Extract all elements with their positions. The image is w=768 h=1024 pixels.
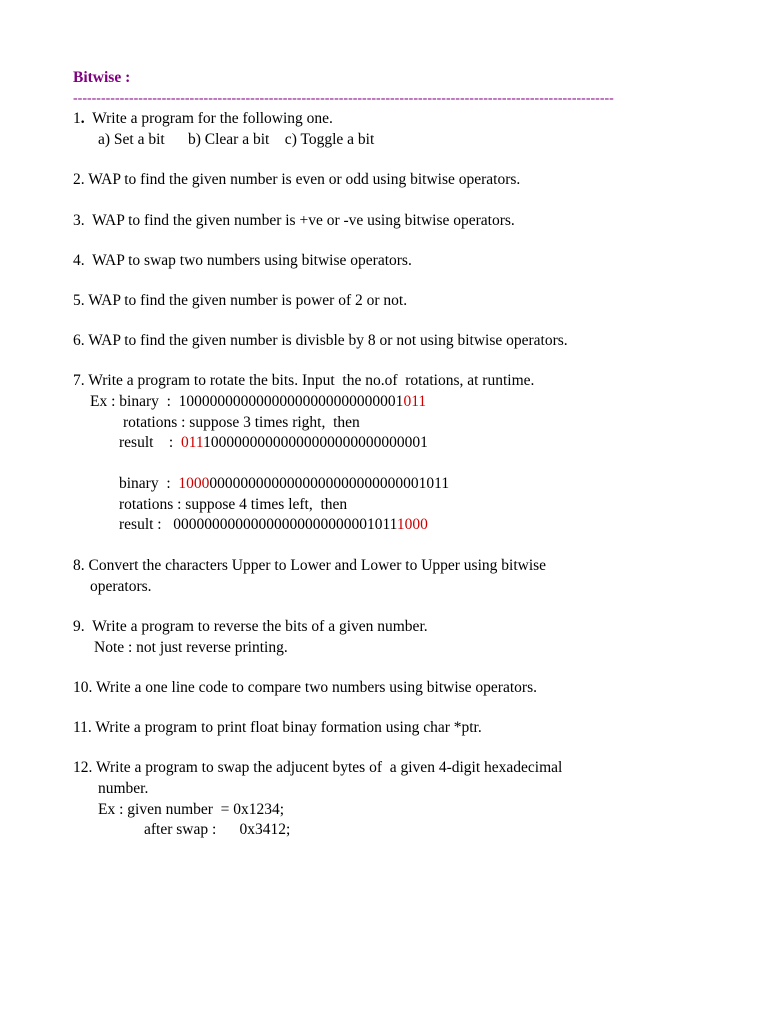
q7-ex2-binary-label: binary : — [119, 475, 179, 492]
q7-example-2-result — [119, 515, 428, 535]
q7-ex1-binary-value: Ex : binary : 10000000000000000000000000001 — [90, 393, 404, 410]
section-divider: -------------------------------------------------------------------------------------------------------------------- — [73, 91, 614, 106]
q7-example-2-binary — [119, 474, 449, 494]
q7-ex2-highlight: 1000 — [178, 475, 210, 492]
question-7: 7. Write a program to rotate the bits. Input the no.of rotations, at runtime. — [73, 372, 535, 389]
q7-example-2-rotations: rotations : suppose 4 times left, then — [119, 496, 348, 513]
q7-example-1-rotations: rotations : suppose 3 times right, then — [123, 414, 360, 431]
question-12-example: Ex : given number = 0x1234; — [98, 801, 285, 818]
question-9-note: Note : not just reverse printing. — [94, 639, 288, 656]
question-5: 5. WAP to find the given number is power of 2 or not. — [73, 292, 408, 309]
section-title: Bitwise : — [73, 69, 131, 86]
q7-ex1-highlight: 011 — [403, 393, 427, 410]
question-4: 4. WAP to swap two numbers using bitwise operators. — [73, 252, 412, 269]
question-3: 3. WAP to find the given number is +ve or -ve using bitwise operators. — [73, 212, 515, 229]
question-1-options: a) Set a bit b) Clear a bit c) Toggle a bit — [98, 131, 375, 148]
question-1 — [73, 109, 333, 129]
question-12-line-2: number. — [98, 780, 149, 797]
question-1-dot: . — [80, 110, 85, 127]
q7-ex2-binary-rest: 0000000000000000000000000001011 — [209, 475, 450, 492]
question-2: 2. WAP to find the given number is even or odd using bitwise operators. — [73, 171, 521, 188]
q7-example-1-result — [119, 433, 428, 453]
question-12-after-swap: after swap : 0x3412; — [144, 821, 291, 838]
question-11: 11. Write a program to print float binay formation using char *ptr. — [73, 719, 482, 736]
q7-ex1-result-rest: 10000000000000000000000000001 — [203, 434, 428, 451]
q7-example-1-binary — [90, 392, 426, 412]
question-8-line-1: 8. Convert the characters Upper to Lower and Lower to Upper using bitwise — [73, 557, 547, 574]
q7-ex1-result-highlight: 011 — [181, 434, 204, 451]
question-1-text: Write a program for the following one. — [84, 110, 333, 127]
question-6: 6. WAP to find the given number is divisble by 8 or not using bitwise operators. — [73, 332, 568, 349]
q7-ex1-result-label: result : — [119, 434, 181, 451]
question-12-line-1: 12. Write a program to swap the adjucent bytes of a given 4-digit hexadecimal — [73, 759, 563, 776]
q7-ex2-result-value: result : 00000000000000000000000001011 — [119, 516, 397, 533]
question-8-line-2: operators. — [90, 578, 152, 595]
question-10: 10. Write a one line code to compare two numbers using bitwise operators. — [73, 679, 537, 696]
q7-ex2-result-highlight: 1000 — [396, 516, 428, 533]
question-1-number: 1 — [73, 110, 81, 127]
question-9-line-1: 9. Write a program to reverse the bits of a given number. — [73, 618, 428, 635]
